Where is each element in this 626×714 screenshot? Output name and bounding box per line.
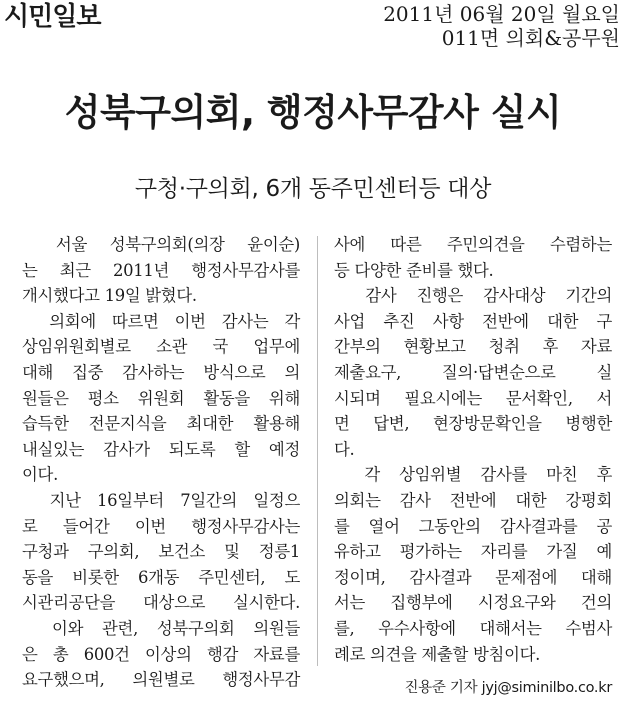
body-text-line: 이다. <box>22 465 58 485</box>
body-text-line: 개시했다고 19일 밝혔다. <box>22 286 197 306</box>
article-body-left-column <box>22 232 300 693</box>
column-divider <box>317 236 318 666</box>
body-text-line: 원들은 평소 위원회 활동을 위해 <box>22 388 300 408</box>
body-text-line: 사에 따른 주민의견을 수렴하는 <box>334 235 612 254</box>
body-text-line: 서는 집행부에 시정요구와 건의 <box>334 593 612 613</box>
body-text-line: 지난 16일부터 7일간의 일정으 <box>22 490 300 510</box>
body-text-line: 는 최근 2011년 행정사무감사를 <box>22 260 300 280</box>
body-text-line: 정이며, 감사결과 문제점에 대해 <box>334 567 612 587</box>
body-text-line: 각 상임위별 감사를 마친 후 <box>334 465 612 485</box>
article-byline: 진용준 기자 jyj@siminilbo.co.kr <box>404 680 612 696</box>
body-text-line: 면 답변, 현장방문확인을 병행한 <box>334 414 612 434</box>
body-text-line: 를 열어 그동안의 감사결과를 공 <box>334 516 612 536</box>
body-text-line: 시되며 필요시에는 문서확인, 서 <box>334 388 612 408</box>
body-text-line: 은 총 600건 이상의 행감 자료를 <box>22 644 300 664</box>
body-text-line: 를, 우수사항에 대해서는 수범사 <box>334 618 612 638</box>
body-text-line: 사업 추진 사항 전반에 대한 구 <box>334 311 612 331</box>
dateline <box>383 2 620 50</box>
body-text-line: 대해 집중 감사하는 방식으로 의 <box>22 362 300 382</box>
article-headline: 성북구의회, 행정사무감사 실시 <box>64 91 562 134</box>
article-body-right-column <box>334 232 612 667</box>
body-text-line: 의회에 따르면 이번 감사는 각 <box>22 311 300 331</box>
body-text-line: 내실있는 감사가 되도록 할 예정 <box>22 439 300 459</box>
body-text-line: 례로 의견을 제출할 방침이다. <box>334 644 541 664</box>
body-text-line: 습득한 전문지식을 최대한 활용해 <box>22 414 300 434</box>
body-text-line: 이와 관련, 성북구의회 의원들 <box>22 618 300 638</box>
publication-date: 2011년 06월 20일 월요일 <box>383 2 620 26</box>
body-text-line: 간부의 현황보고 청취 후 자료 <box>334 337 612 357</box>
body-text-line: 감사 진행은 감사대상 기간의 <box>334 286 612 306</box>
page-section: 011면 의회&공무원 <box>441 26 620 50</box>
body-text-line: 등 다양한 준비를 했다. <box>334 260 494 280</box>
body-text-line: 로 들어간 이번 행정사무감사는 <box>22 516 300 536</box>
body-text-line: 유하고 평가하는 자리를 가질 예 <box>334 542 612 562</box>
body-text-line: 시관리공단을 대상으로 실시한다. <box>22 593 300 613</box>
body-text-line: 상임위원회별로 소관 국 업무에 <box>22 337 300 357</box>
body-text-line: 다. <box>334 439 355 459</box>
body-text-line: 제출요구, 질의·답변순으로 실 <box>334 362 612 382</box>
body-text-line: 동을 비롯한 6개동 주민센터, 도 <box>22 567 300 587</box>
body-text-line: 의회는 감사 전반에 대한 강평회 <box>334 490 612 510</box>
body-text-line: 서울 성북구의회(의장 윤이순) <box>22 235 300 254</box>
newspaper-masthead: 시민일보 <box>4 2 101 32</box>
article-subheadline: 구청·구의회, 6개 동주민센터등 대상 <box>134 176 492 202</box>
body-text-line: 구청과 구의회, 보건소 및 정릉1 <box>22 542 300 562</box>
body-text-line: 요구했으며, 의원별로 행정사무감 <box>22 670 300 690</box>
